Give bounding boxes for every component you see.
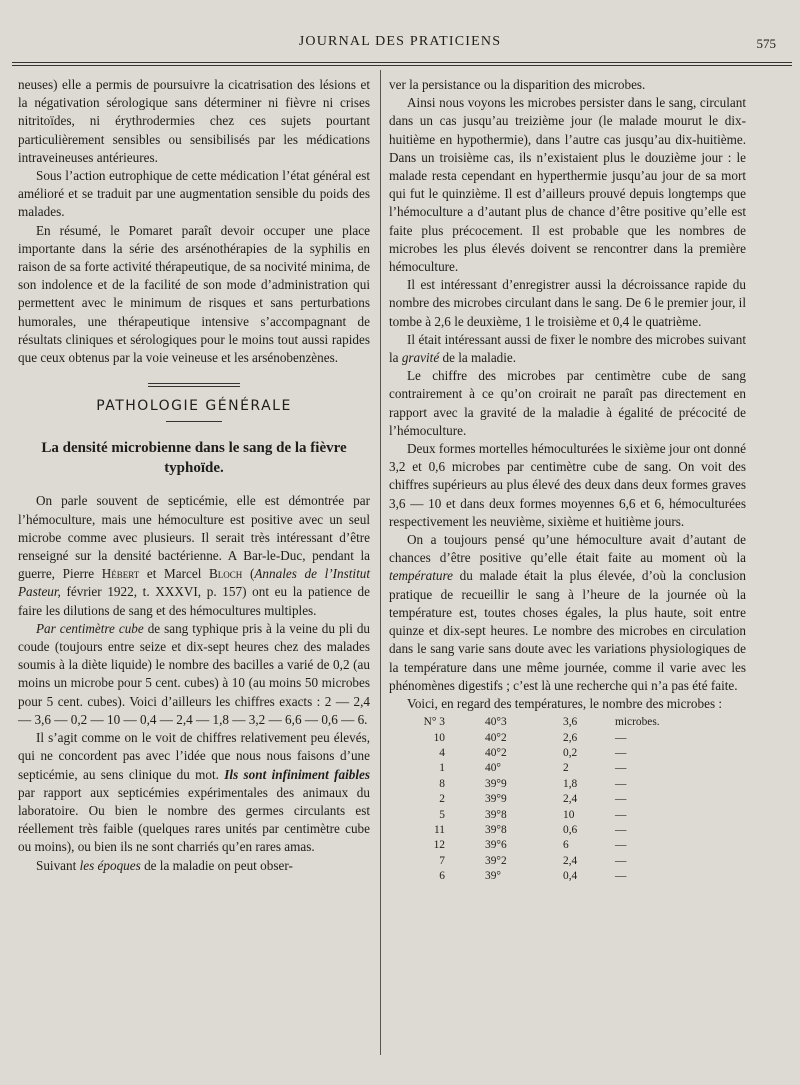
paragraph: Le chiffre des microbes par centimètre cube de sang contrairement à ce qu’on croirait ne paraît pas directement en rapport avec la gravité de la maladie à égalité de précocité de l’hémoculture. [389,368,746,438]
emphasis: Ils sont infiniment faibles [224,766,370,782]
table-cell: — [615,823,627,836]
text-run: du malade était la plus élevée, d’où la conclusion pratique de recueillir le sang à l’heure de la journée où la température est, toutes choses égales, la plus haute, soit entre quinze et dix-sept heures. Le nombre des microbes en circulation dans le sang varie sans doute avec les variations physiologiques de la température dans une même journée, comme il varie avec les phénomènes digestifs ; c’est là une recherche qui n’a pas été faite. [389,568,746,693]
page-number: 575 [756,36,776,51]
paragraph: En résumé, le Pomaret paraît devoir occuper une place importante dans la série des arsénothérapies de la syphilis en raison de sa forte activité thérapeutique, de sa nocivité minima, de son indolence et de la facilité de son mode d’administration qui permettent avec le minimum de risques et sans perturbations humorales, une thérapeutique intensive s’accompagnant de résultats cliniques et sérologiques pour le moins tout aussi rapides que ceux obtenus par la voie veineuse et les arsénobenzènes. [18,222,370,366]
table-cell: 8 [439,777,445,790]
table-cell: — [615,777,627,790]
table-row [389,746,746,761]
section-underline [166,421,222,422]
table-cell: — [615,746,627,759]
microbe-temperature-table [389,715,746,884]
author-name: Hébert [101,566,140,582]
table-cell: 12 [433,839,445,852]
right-column [389,76,746,885]
paragraph: neuses) elle a permis de poursuivre la cicatrisation des lésions et la négativation sérologique sans déterminer ni fièvre ni crises nitritoïdes, ni érythrodermies chez ces sujets pourtant particulièrement sensibles ou sensibilisés par les médications intraveineuses antérieures. [18,77,370,165]
text-run: Il était intéressant aussi de fixer le nombre des microbes suivant la [389,331,746,366]
paragraph [18,857,370,875]
table-cell: — [615,839,627,852]
citation-journal: Annales de l’Institut Pasteur, [18,566,370,600]
table-row [389,792,746,807]
table-cell: 39°9 [485,777,507,790]
paragraph: ver la persistance ou la disparition des microbes. [389,77,646,92]
table-row [389,731,746,746]
table-cell: 39°8 [485,808,507,821]
paragraph [18,492,370,619]
table-cell: 10 [563,808,575,821]
text-run: On a toujours pensé qu’une hémoculture avait d’autant de chances d’être positive qu’elle était faite au moment où la [389,532,746,566]
article-title: La densité microbienne dans le sang de la fièvre typhoïde. [41,440,347,477]
text-run: de la maladie on peut obser- [140,857,293,873]
header-rule-thin [12,65,792,66]
table-row [389,869,746,884]
paragraph: Deux formes mortelles hémoculturées le sixième jour ont donné 3,2 et 0,6 microbes par centimètre cube de sang. On voit des chiffres supérieurs au plus élevé des deux dans deux formes graves 3,6 — 10 et dans deux formes moyennes 6,6 et 6, hémoculturées respectivement les neuvième, sixième et huitième jours. [389,441,746,529]
table-cell: 2,6 [563,731,578,744]
table-cell: 40°2 [485,731,507,744]
table-cell: 6 [439,870,445,883]
paragraph: Sous l’action eutrophique de cette médication l’état général est amélioré et se traduit par une augmentation sensible du poids des malades. [18,168,370,220]
text-run: de la maladie. [439,350,517,366]
emphasis: les époques [79,857,141,873]
table-cell: 11 [434,823,445,836]
emphasis: Par centimètre cube [36,620,144,636]
table-cell: 39°6 [485,839,507,852]
table-row [389,761,746,776]
table-row [389,854,746,869]
table-cell: 40° [485,762,501,775]
table-cell: 39°2 [485,854,507,867]
text-run: février 1922, t. XXXVI, p. 157) ont eu la patience de faire les dilutions de sang et des hémocultures multiples. [18,584,370,618]
table-cell: — [615,731,627,744]
text-run: Suivant [36,857,80,873]
table-cell: 1,8 [563,777,578,790]
text-run: par rapport aux septicémies expérimentales des animaux du laboratoire. Ou bien le nombre des germes circulants est réellement très faible (quelques rares unités par centimètre cube ou moins), ou bien ils ne sont charriés qu’en rares amas. [18,784,370,855]
table-cell: — [615,808,627,821]
text-run: et Marcel [139,566,210,582]
table-cell: — [615,762,627,775]
table-cell: 3,6 [563,716,578,729]
table-cell: 0,4 [563,870,578,883]
table-cell: 7 [439,854,445,867]
table-cell: 39°8 [485,823,507,836]
table-cell: 5 [439,808,445,821]
table-cell: 39°9 [485,793,507,806]
paragraph: Il est intéressant d’enregistrer aussi la décroissance rapide du nombre des microbes circulant dans le sang. De 6 le premier jour, il tombe à 2,6 le deuxième, 1 le troisième et 0,4 le quatrième. [389,277,746,329]
emphasis: gravité [401,350,440,366]
header-rule [12,62,792,63]
table-cell: 6 [563,839,569,852]
text-run: Il s’agit comme on le voit de chiffres relativement peu élevés, qui ne concordent pas avec l’idée que nous nous faisons d’une septicémie, au sens clinique du mot. [18,730,370,782]
section-heading: PATHOLOGIE GÉNÉRALE [96,398,292,415]
table-row [389,777,746,792]
table-row [389,808,746,823]
table-cell: — [615,870,627,883]
table-cell: 40°2 [485,746,507,759]
text-run: ( [242,566,255,582]
paragraph [18,729,370,856]
column-divider [380,70,381,1055]
text-run: de sang typhique pris à la veine du pli du coude (toujours entre seize et dix-sept heures chez des malades soumis à la diète liquide) le nombre des bacilles a varié de 0,2 (au moins un microbe pour 5 cent. cubes) à 10 (au moins 50 microbes pour 5 cent. cubes). Voici d’ailleurs les chiffres exacts : 2 — 2,4 — 3,6 — 0,2 — 10 — 0,4 — 2,4 — 1,8 — 3,2 — 6,6 — 0,6 — 6. [18,620,371,727]
table-cell: 2,4 [563,793,578,806]
emphasis: température [389,568,453,584]
table-cell: 2 [563,762,569,775]
paragraph: Voici, en regard des températures, le nombre des microbes : [407,695,723,711]
table-cell: N° 3 [423,716,445,729]
section-separator [148,383,240,387]
page-header [0,34,800,56]
paragraph: Ainsi nous voyons les microbes persister dans le sang, circulant dans un cas jusqu’au treizième jour (le malade mourut le dix-huitième en hypothermie), dans l’autre cas jusqu’au dix-huitième. Dans un troisième cas, ils n’existaient plus le douzième jour : le malade resta cependant en hyperthermie jusqu’au jour de sa mort qui fut le quinzième. Il est d’ailleurs prouvé depuis longtemps que l’hémoculture a d’autant plus de chance d’être positive qu’elle est faite plus précocement. Il est probable que les nombres de microbes les plus élevés doivent se rencontrer dans la première hémoculture. [389,95,746,275]
table-cell: 10 [433,731,445,744]
table-cell: 39° [485,870,501,883]
left-column [18,76,370,875]
table-cell: 0,2 [563,746,578,759]
text-run: On parle souvent de septicémie, elle est démontrée par l’hémoculture, mais une hémoculture est positive avec un seul microbe comme avec plusieurs. Il serait très intéressant d’être renseigné sur la densité bactérienne. A Bar-le-Duc, pendant la guerre, Pierre [18,493,370,582]
table-row [389,838,746,853]
paragraph [389,531,746,695]
table-cell: 2,4 [563,854,578,867]
table-cell: — [615,854,627,867]
table-cell: microbes. [615,716,660,729]
paragraph [389,331,746,367]
author-name: Bloch [209,566,243,582]
table-cell: 0,6 [563,823,578,836]
journal-title: JOURNAL DES PRATICIENS [298,34,502,49]
table-cell: 4 [439,746,445,759]
table-row [389,823,746,838]
table-cell: — [615,793,627,806]
table-cell: 1 [439,762,445,775]
paragraph [18,620,370,729]
table-row [389,715,746,730]
table-cell: 2 [439,793,445,806]
table-cell: 40°3 [485,716,507,729]
